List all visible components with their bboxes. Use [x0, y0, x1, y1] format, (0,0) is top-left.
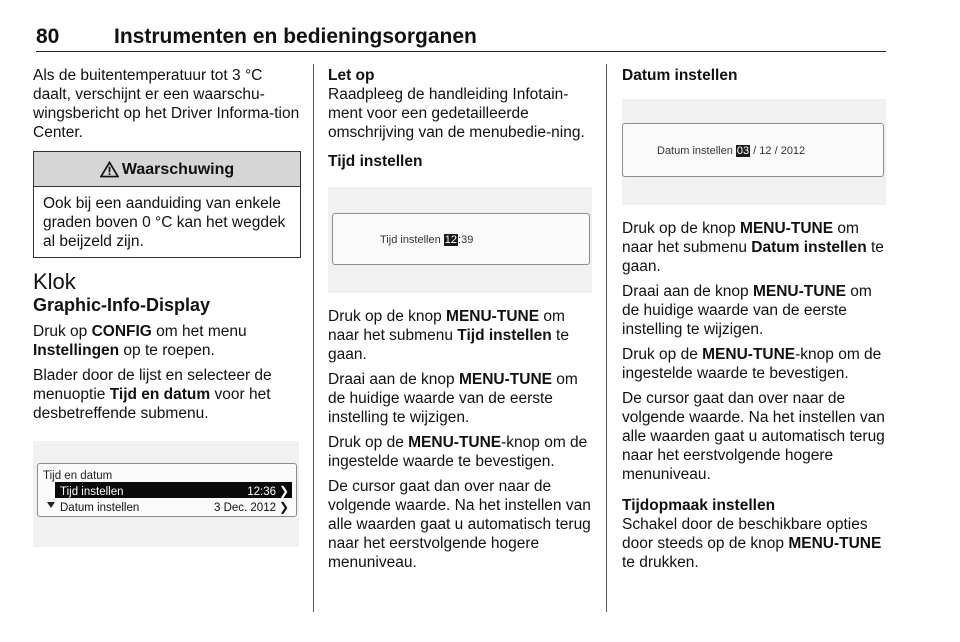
- note-text: Raadpleeg de handleiding Infotain-ment voor een gedetailleerde omschrijving van de menubedie-ning.: [328, 86, 585, 141]
- menu-screen-title: Tijd en datum: [43, 470, 113, 482]
- column-divider: [313, 64, 314, 612]
- time-screen: [332, 213, 590, 265]
- warning-text: Ook bij een aanduiding van enkele graden boven 0 °C kan het wegdek al beijzeld zijn.: [43, 195, 286, 250]
- config-paragraph: Druk op CONFIG om het menu Instellingen op te roepen.: [33, 323, 247, 359]
- time-screen-rest: :39: [458, 234, 474, 246]
- date-paragraph-3: Druk op de MENU-TUNE-knop om de ingestelde waarde te bevestigen.: [622, 346, 882, 382]
- time-screen-label: Tijd instellen: [380, 234, 444, 246]
- warning-header: [34, 152, 300, 187]
- date-screen: [622, 123, 884, 177]
- warning-box: [33, 151, 301, 258]
- date-paragraph-2: Draai aan de knop MENU-TUNE om de huidige waarde van de eerste instelling te wijzigen.: [622, 283, 872, 338]
- time-paragraph-2: Draai aan de knop MENU-TUNE om de huidige waarde van de eerste instelling te wijzigen.: [328, 371, 578, 426]
- date-heading: Datum instellen: [622, 67, 738, 84]
- subsection-title: Graphic-Info-Display: [33, 295, 211, 315]
- arrow-down-icon: [47, 502, 55, 508]
- time-paragraph-3: Druk op de MENU-TUNE-knop om de ingestelde waarde te bevestigen.: [328, 434, 588, 470]
- menu-row-date: Datum instellen 3 Dec. 2012 ❯: [42, 498, 292, 514]
- section-title: Klok: [33, 269, 76, 294]
- menu-paragraph: Blader door de lijst en selecteer de menuoptie Tijd en datum voor het desbetreffende submenu.: [33, 367, 272, 422]
- menu-display-figure: [33, 441, 299, 547]
- page-header: [36, 25, 886, 52]
- time-display-figure: [328, 187, 592, 293]
- page-title: Instrumenten en bedieningsorganen: [114, 25, 477, 48]
- hour-cursor: 12: [444, 234, 458, 246]
- format-heading: Tijdopmaak instellen: [622, 497, 776, 514]
- date-screen-rest: / 12 / 2012: [750, 145, 806, 157]
- column-left: [33, 66, 301, 547]
- warning-title: Waarschuwing: [121, 160, 235, 178]
- format-paragraph: Schakel door de beschikbare opties door steeds op de knop MENU-TUNE te drukken.: [622, 516, 882, 571]
- date-paragraph-1: Druk op de knop MENU-TUNE om naar het submenu Datum instellen te gaan.: [622, 220, 884, 275]
- menu-screen: [37, 463, 297, 517]
- page-number: 80: [36, 25, 60, 48]
- warning-triangle-icon: [100, 161, 119, 178]
- time-paragraph-4: De cursor gaat dan over naar de volgende waarde. Na het instellen van alle waarden gaat u automatisch terug naar het eerstvolgende hogere menuniveau.: [328, 478, 591, 571]
- note-title: Let op: [328, 67, 375, 84]
- column-middle: [328, 66, 592, 578]
- time-heading: Tijd instellen: [328, 153, 423, 170]
- time-paragraph-1: Druk op de knop MENU-TUNE om naar het submenu Tijd instellen te gaan.: [328, 308, 569, 363]
- date-display-figure: [622, 99, 886, 205]
- menu-row-time: Tijd instellen 12:36 ❯: [55, 482, 292, 498]
- chevron-right-icon: ❯: [278, 500, 289, 514]
- column-right: [622, 66, 890, 578]
- chevron-right-icon: ❯: [278, 484, 289, 498]
- intro-paragraph: Als de buitentemperatuur tot 3 °C daalt, verschijnt er een waarschu-wingsbericht op het Driver Informa-tion Center.: [33, 67, 300, 141]
- date-paragraph-4: De cursor gaat dan over naar de volgende waarde. Na het instellen van alle waarden gaat u automatisch terug naar het eerstvolgende hogere menuniveau.: [622, 390, 885, 483]
- date-screen-label: Datum instellen: [657, 145, 736, 157]
- day-cursor: 03: [736, 145, 750, 157]
- column-divider: [606, 64, 607, 612]
